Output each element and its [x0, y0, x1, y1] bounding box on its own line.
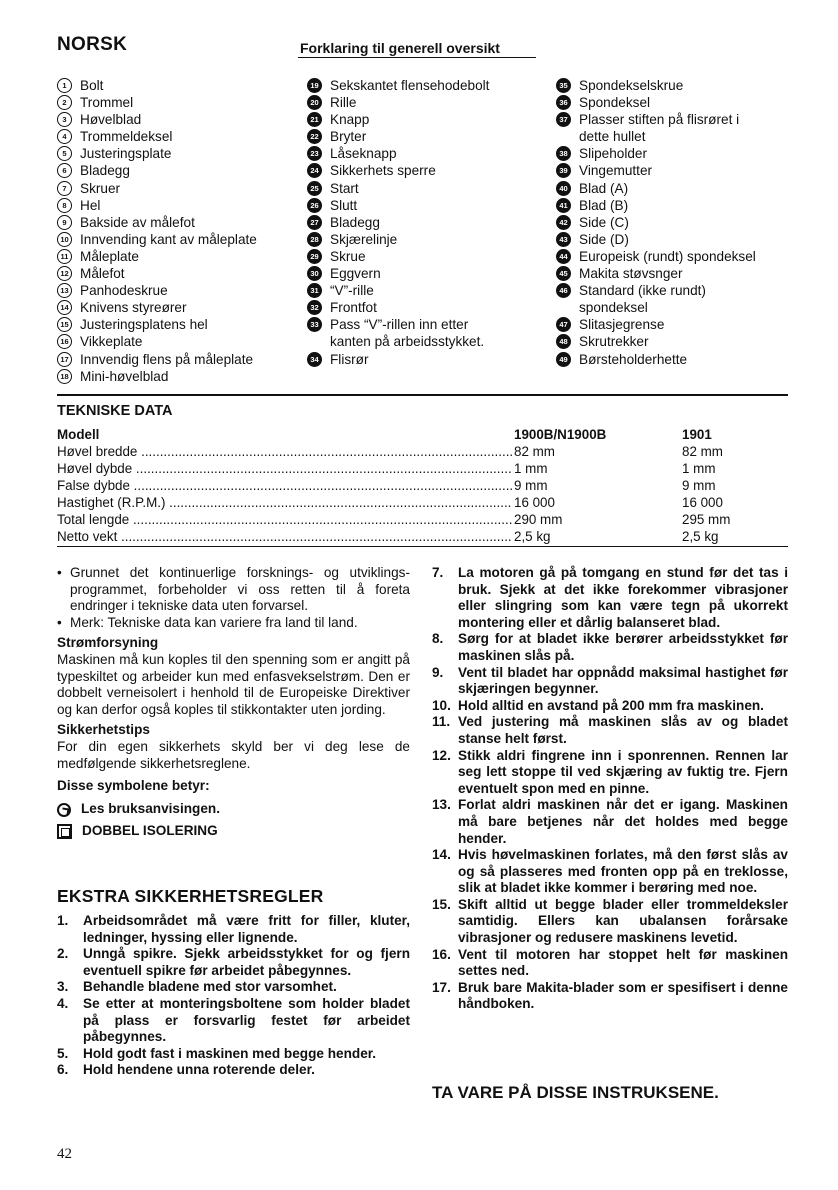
part-item [556, 248, 788, 265]
safety-rule [432, 748, 788, 798]
part-number-badge: 15 [57, 317, 72, 332]
part-label: Vikkeplate [80, 334, 143, 350]
tech-data-title: TEKNISKE DATA [57, 403, 173, 419]
safety-title: Sikkerhetstips [57, 722, 150, 738]
part-label: Panhodeskrue [80, 283, 168, 299]
part-number-badge: 19 [307, 78, 322, 93]
spec-value: 16 000 [512, 494, 664, 511]
part-label: Innvending kant av måleplate [80, 231, 257, 247]
part-label: Start [330, 180, 359, 196]
part-item [556, 145, 788, 162]
spec-header-row [57, 426, 757, 443]
part-label: Innvendig flens på måleplate [80, 351, 254, 367]
part-item [556, 77, 788, 94]
part-number-badge: 10 [57, 232, 72, 247]
part-item [556, 214, 788, 231]
rule-number: 11. [432, 714, 451, 730]
part-number-badge: 26 [307, 198, 322, 213]
spec-table [57, 426, 757, 545]
part-label: Skjærelinje [330, 231, 398, 247]
rule-text: Vent til motoren har stoppet helt før maskinen settes ned. [458, 946, 788, 979]
part-item [556, 351, 788, 368]
part-item [57, 265, 257, 282]
language-heading: NORSK [57, 34, 128, 55]
part-label: Eggvern [330, 266, 381, 282]
part-number-badge: 45 [556, 266, 571, 281]
part-number-badge: 31 [307, 283, 322, 298]
part-item [57, 333, 257, 350]
rule-text: Unngå spikre. Sjekk arbeidsstykket for og fjern eventuell spikre før arbeidet påbegynnes. [83, 946, 410, 978]
part-number-badge: 17 [57, 352, 72, 367]
part-item [307, 180, 489, 197]
part-item [57, 299, 257, 316]
rule-text: Behandle bladene med stor varsomhet. [83, 979, 337, 995]
part-number-badge: 35 [556, 78, 571, 93]
symbol-row [57, 799, 410, 821]
rule-text: Se etter at monteringsboltene som holder bladet på plass er forsvarlig festet før arbeidet påbegynnes. [83, 995, 410, 1045]
part-label: Målefot [80, 266, 125, 282]
part-item [307, 94, 489, 111]
double-insulation-icon [57, 824, 72, 839]
safety-rules-left [57, 913, 410, 1079]
part-label: Sekskantet flensehodebolt [330, 78, 490, 93]
extra-safety-title: EKSTRA SIKKERHETSREGLER [57, 886, 324, 906]
safety-rule [432, 847, 788, 897]
symbols-title: Disse symbolene betyr: [57, 778, 210, 794]
safety-rule [57, 996, 410, 1046]
rule-number: 3. [57, 979, 69, 995]
rule-text: Skift alltid ut begge blader eller trommeldeksler samtidig. Ellers kan ubalansen forårsake vibrasjoner og redusere maskinens levetid. [458, 896, 788, 946]
part-item [57, 351, 257, 368]
safety-text: For din egen sikkerhets skyld ber vi deg lese de medfølgende sikkerhetsreglene. [57, 738, 410, 771]
part-label: Rille [330, 95, 357, 111]
part-label: Europeisk (rundt) spondeksel [579, 248, 756, 264]
power-title: Strømforsyning [57, 635, 159, 651]
spec-row [57, 528, 757, 545]
rule-number: 14. [432, 847, 451, 863]
part-item [57, 145, 257, 162]
safety-rule [57, 979, 410, 996]
part-label: Spondeksel [579, 95, 651, 111]
spec-value: 2,5 kg [512, 528, 664, 545]
rule-number: 4. [57, 995, 69, 1011]
rule-text: Hold hendene unna roterende deler. [83, 1062, 315, 1078]
symbol-row [57, 821, 410, 843]
safety-rule [432, 947, 788, 980]
part-number-badge: 2 [57, 95, 72, 110]
part-number-badge: 28 [307, 232, 322, 247]
keep-instructions: TA VARE PÅ DISSE INSTRUKSENE. [432, 1083, 719, 1102]
overview-title: Forklaring til generell oversikt [300, 40, 500, 56]
part-item [307, 197, 489, 214]
part-label: Pass “V”-rillen inn etter [330, 317, 469, 333]
part-label: Mini-høvelblad [80, 368, 169, 384]
spec-value: 295 mm [682, 512, 731, 527]
spec-header-v2: 1901 [682, 427, 712, 442]
part-label: Standard (ikke rundt) [579, 283, 706, 299]
part-number-badge: 27 [307, 215, 322, 230]
part-label-continued: dette hullet [579, 129, 646, 145]
notes-section [57, 565, 410, 843]
spec-value: 82 mm [682, 444, 723, 459]
spec-row [57, 477, 757, 494]
part-number-badge: 14 [57, 300, 72, 315]
note-bullet: • Grunnet det kontinuerlige forsknings- og utviklingsprogrammet, forbeholder vi oss retten til å foreta endringer i tekniske data uten forvarsel. [57, 565, 410, 615]
safety-rule [432, 698, 788, 715]
part-label: Skrutrekker [579, 334, 649, 350]
part-number-badge: 4 [57, 129, 72, 144]
rule-number: 5. [57, 1045, 69, 1061]
part-label: Plasser stiften på flisrøret i [579, 112, 740, 128]
part-number-badge: 41 [556, 198, 571, 213]
rule-text: Bruk bare Makita-blader som er spesifisert i denne håndboken. [458, 979, 788, 1012]
rule-number: 17. [432, 979, 451, 995]
safety-rule [57, 1062, 410, 1079]
spec-label: False dybde ..... [57, 477, 512, 494]
part-item [57, 162, 257, 179]
overview-underline [298, 57, 536, 58]
part-number-badge: 5 [57, 146, 72, 161]
part-number-badge: 3 [57, 112, 72, 127]
part-item [57, 316, 257, 333]
rule-number: 6. [57, 1062, 69, 1078]
part-number-badge: 48 [556, 334, 571, 349]
symbol-label: DOBBEL ISOLERING [82, 823, 218, 839]
part-number-badge: 1 [57, 78, 72, 93]
spec-label: Høvel bredde ..... [57, 443, 512, 460]
spec-row [57, 494, 757, 511]
part-label: Bladegg [330, 214, 380, 230]
spec-value: 16 000 [682, 495, 723, 510]
rule-text: Vent til bladet har oppnådd maksimal hastighet før skjæringen begynner. [458, 664, 788, 697]
part-item [307, 111, 489, 128]
parts-list-col3 [556, 77, 788, 368]
part-number-badge: 22 [307, 129, 322, 144]
part-item [556, 197, 788, 214]
part-item [556, 265, 788, 282]
spec-label: Total lengde ..... [57, 511, 512, 528]
rule-text: Sørg for at bladet ikke berører arbeidsstykket før maskinen slås på. [458, 631, 788, 663]
part-item [556, 316, 788, 333]
part-label: Justeringsplate [80, 146, 172, 162]
spec-label: Netto vekt ..... [57, 528, 512, 545]
part-label: Skrue [330, 248, 366, 264]
part-item [57, 180, 257, 197]
rule-text: Stikk aldri fingrene inn i sponrennen. Rennen lar seg lett stoppe til ved skjæring av fuktig tre. Fjern eventuelt spon med en pinne. [458, 747, 788, 796]
rule-text: Hold alltid en avstand på 200 mm fra maskinen. [458, 697, 764, 713]
part-item [556, 333, 788, 350]
part-label: Høvelblad [80, 112, 142, 128]
part-label: Slipeholder [579, 146, 648, 162]
part-item [57, 128, 257, 145]
spec-label: Hastighet (R.P.M.) ..... [57, 494, 512, 511]
part-item [57, 282, 257, 299]
part-item [307, 265, 489, 282]
part-item [307, 128, 489, 145]
rule-number: 9. [432, 664, 444, 680]
part-number-badge: 16 [57, 334, 72, 349]
part-number-badge: 30 [307, 266, 322, 281]
safety-rule [432, 980, 788, 1013]
safety-rule [57, 913, 410, 946]
safety-rule [57, 1046, 410, 1063]
rule-text: Hold godt fast i maskinen med begge hender. [83, 1045, 377, 1061]
spec-row [57, 511, 757, 528]
part-label: Hel [80, 197, 101, 213]
note-bullet: • Merk: Tekniske data kan variere fra land til land. [57, 615, 410, 632]
part-item [57, 77, 257, 94]
part-number-badge: 9 [57, 215, 72, 230]
part-number-badge: 44 [556, 249, 571, 264]
spec-header-label: Modell [57, 427, 100, 442]
rule-number: 15. [432, 896, 451, 912]
part-number-badge: 49 [556, 352, 571, 367]
part-label: Spondekselskrue [579, 78, 684, 93]
part-number-badge: 8 [57, 198, 72, 213]
part-item [307, 162, 489, 179]
part-item [556, 231, 788, 248]
part-number-badge: 6 [57, 163, 72, 178]
part-item [57, 248, 257, 265]
part-label: Blad (B) [579, 197, 629, 213]
parts-list-col1 [57, 77, 257, 385]
part-label: Side (D) [579, 231, 629, 247]
spec-row [57, 460, 757, 477]
part-item [57, 111, 257, 128]
part-number-badge: 18 [57, 369, 72, 384]
rule-text: Ved justering må maskinen slås av og bladet stanse helt først. [458, 714, 788, 746]
part-item [556, 180, 788, 197]
rule-number: 16. [432, 946, 451, 962]
part-item [556, 111, 788, 128]
rule-text: Arbeidsområdet må være fritt for filler, kluter, ledninger, hyssing eller lignende. [83, 913, 410, 945]
part-item [57, 368, 257, 385]
part-label: Sikkerhets sperre [330, 163, 436, 179]
section-divider [57, 394, 788, 396]
spec-label: Høvel dybde ..... [57, 460, 512, 477]
spec-row [57, 443, 757, 460]
part-label: Vingemutter [579, 163, 653, 179]
spec-value: 290 mm [512, 511, 664, 528]
rule-number: 7. [432, 565, 444, 580]
part-number-badge: 25 [307, 181, 322, 196]
part-number-badge: 11 [57, 249, 72, 264]
part-number-badge: 46 [556, 283, 571, 298]
spec-value: 82 mm [512, 443, 664, 460]
spec-header-v1: 1900B/N1900B [512, 426, 664, 443]
part-number-badge: 34 [307, 352, 322, 367]
part-label: Bakside av målefot [80, 214, 195, 230]
spec-value: 1 mm [512, 460, 664, 477]
page-number: 42 [57, 1146, 72, 1162]
part-label: Skruer [80, 180, 121, 196]
part-number-badge: 13 [57, 283, 72, 298]
rule-number: 1. [57, 913, 69, 928]
part-item [307, 299, 489, 316]
part-number-badge: 43 [556, 232, 571, 247]
safety-rule [432, 897, 788, 947]
part-label: Trommeldeksel [80, 129, 173, 145]
part-item [307, 351, 489, 368]
spec-value: 1 mm [682, 461, 716, 476]
rule-number: 13. [432, 797, 451, 813]
part-number-badge: 36 [556, 95, 571, 110]
part-label-continued: spondeksel [579, 300, 648, 316]
part-label: Slutt [330, 197, 358, 213]
part-label: Måleplate [80, 248, 139, 264]
part-label-continued: kanten på arbeidsstykket. [330, 334, 485, 350]
part-number-badge: 12 [57, 266, 72, 281]
part-number-badge: 7 [57, 181, 72, 196]
part-label: Knivens styreører [80, 300, 187, 316]
part-number-badge: 21 [307, 112, 322, 127]
spec-value: 9 mm [512, 477, 664, 494]
part-number-badge: 39 [556, 163, 571, 178]
parts-list-col2 [307, 77, 489, 368]
part-number-badge: 37 [556, 112, 571, 127]
safety-rule [432, 631, 788, 664]
part-number-badge: 38 [556, 146, 571, 161]
part-number-badge: 29 [307, 249, 322, 264]
read-manual-icon [57, 803, 71, 817]
spec-value: 2,5 kg [682, 529, 719, 544]
part-item [556, 162, 788, 179]
symbol-label: Les bruksanvisingen. [81, 801, 221, 817]
part-label: Børsteholderhette [579, 351, 688, 367]
part-label: Side (C) [579, 214, 629, 230]
part-number-badge: 24 [307, 163, 322, 178]
part-number-badge: 23 [307, 146, 322, 161]
rule-number: 2. [57, 946, 69, 962]
part-item [307, 231, 489, 248]
part-item [57, 231, 257, 248]
part-number-badge: 32 [307, 300, 322, 315]
part-label: Bolt [80, 78, 104, 93]
power-text: Maskinen må kun koples til den spenning som er angitt på typeskiltet og arbeider kun med enfasvekselstrøm. Den er dobbelt verneisolert i henhold til de Europeiske Direktiver og kan derfor også koples til stikkontakter uten jording. [57, 651, 410, 717]
part-item [556, 94, 788, 111]
part-label: Knapp [330, 112, 370, 128]
rule-text: La motoren gå på tomgang en stund før det tas i bruk. Sjekk at det ikke forekommer vibrasjoner eller slingring som kan være tegn på ukorrekt montering eller et dårlig balanseret blad. [458, 565, 788, 630]
part-number-badge: 20 [307, 95, 322, 110]
safety-rule [57, 946, 410, 979]
part-label: Bryter [330, 129, 367, 145]
rule-number: 10. [432, 697, 451, 713]
part-item [307, 214, 489, 231]
part-item [307, 145, 489, 162]
safety-rule [432, 797, 788, 847]
rule-text: Hvis høvelmaskinen forlates, må den først slås av og så plasseres med fronten opp på en treklosse, slik at bladet ikke kommer i berøring med noe. [458, 847, 788, 896]
part-label: “V”-rille [330, 283, 374, 299]
part-item [57, 214, 257, 231]
part-item [57, 94, 257, 111]
part-number-badge: 33 [307, 317, 322, 332]
rule-number: 12. [432, 747, 451, 763]
part-label: Makita støvsnger [579, 266, 683, 282]
part-label: Blad (A) [579, 180, 629, 196]
part-label: Trommel [80, 95, 134, 111]
part-item [307, 77, 489, 94]
rule-text: Forlat aldri maskinen når det er igang. Maskinen må bare betjenes når det holdes med begge hender. [458, 797, 788, 846]
part-number-badge: 40 [556, 181, 571, 196]
part-number-badge: 47 [556, 317, 571, 332]
part-number-badge: 42 [556, 215, 571, 230]
part-label: Slitasjegrense [579, 317, 665, 333]
part-item [307, 248, 489, 265]
spec-divider [57, 546, 788, 547]
part-label: Flisrør [330, 351, 369, 367]
safety-rule [432, 665, 788, 698]
safety-rule [432, 714, 788, 747]
rule-number: 8. [432, 631, 444, 647]
safety-rules-right [432, 565, 788, 1013]
part-item [57, 197, 257, 214]
part-item [556, 282, 788, 299]
spec-value: 9 mm [682, 478, 716, 493]
part-label: Bladegg [80, 163, 130, 179]
part-label: Justeringsplatens hel [80, 317, 208, 333]
safety-rule [432, 565, 788, 631]
part-label: Låseknapp [330, 146, 397, 162]
part-item [307, 316, 489, 333]
part-item [307, 282, 489, 299]
part-label: Frontfot [330, 300, 377, 316]
